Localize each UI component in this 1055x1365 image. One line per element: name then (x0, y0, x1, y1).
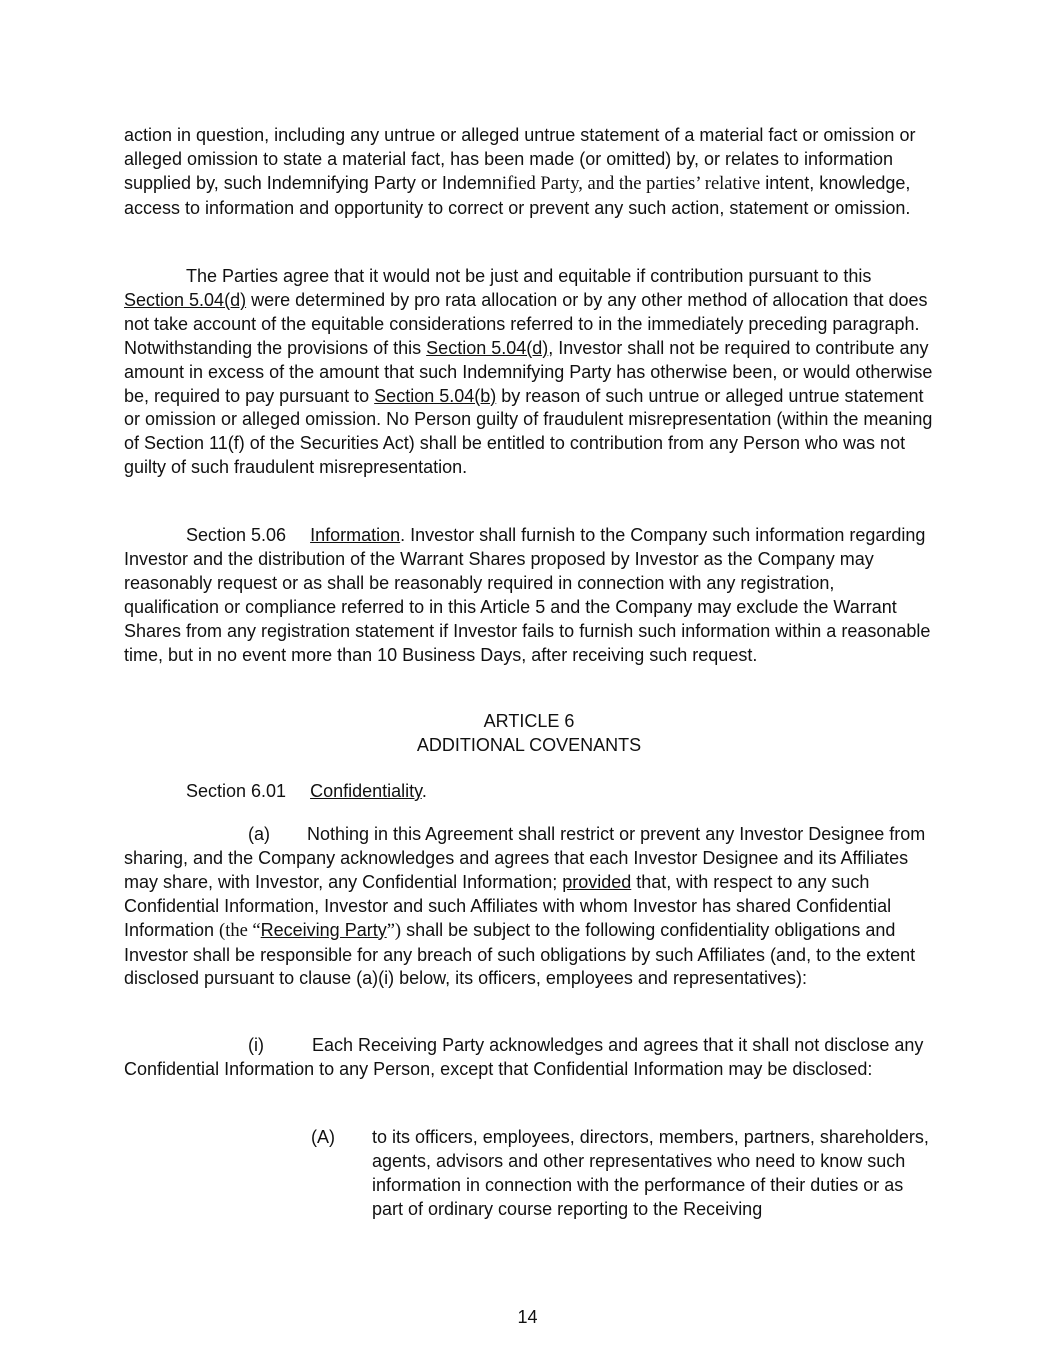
clause-a-paragraph (124, 823, 934, 991)
section-6-01-heading (124, 780, 934, 804)
section-title: Confidentiality (310, 781, 422, 801)
text-run: Nothing in this Agreement shall restrict or prevent any Investor Designee from sharing, and the Company acknowledges and agrees that each Investor Designee and its Affiliates may share, with Investor, any Confidential Information; (124, 824, 926, 892)
page-number: 14 (517, 1307, 538, 1327)
provided-term: provided (562, 871, 632, 892)
section-text: . Investor shall furnish to the Company such information regarding Investor and the distribution of the Warrant Shares proposed by Investor as the Company may reasonably request or as shall be reasonably required in connection with any registration, qualification or compliance referred to in this Article 5 and the Company may exclude the Warrant Shares from any registration statement if Investor fails to furnish such information within a reasonable time, but in no event more than 10 Business Days, after receiving such request. (124, 525, 931, 665)
article-number: ARTICLE 6 (483, 711, 575, 731)
section-5-06-information (124, 524, 934, 667)
article-heading (124, 710, 934, 758)
section-reference-5-04-d: Section 5.04(d) (426, 337, 549, 358)
clause-label: (i) (248, 1035, 264, 1055)
text-run: were determined by pro rata allocation or by any other method of allocation that does not take account of the equitable considerations referred to in the immediately preceding paragraph. Notwithstanding the provisions of this (124, 289, 928, 358)
text-run: Each Receiving Party acknowledges and agrees that it shall not disclose any Confidential Information to any Person, except that Confidential Information may be disclosed: (124, 1035, 924, 1079)
clause-i-paragraph (124, 1034, 934, 1082)
text-run: , Investor shall not be required to contribute any amount in excess of the amount that such Indemnifying Party has otherwise been, or would otherwise be, required to pay pursuant to (124, 337, 933, 406)
paragraph-pro-rata-allocation (124, 265, 934, 480)
article-title: ADDITIONAL COVENANTS (416, 734, 642, 755)
section-number: Section 6.01 (186, 781, 287, 801)
defined-term-receiving-party: Receiving Party (260, 919, 387, 940)
text-run: shall be subject to the following confidentiality obligations and Investor shall be responsible for any breach of such obligations by such Affiliates (and, to the extent disclosed pursuant to clause (a)(i) below, its officers, employees and representatives): (124, 919, 916, 989)
serif-text-run: (the “ (219, 920, 261, 941)
text-run: by reason of such untrue or alleged untrue statement or omission or alleged omission. No Person guilty of fraudulent misrepresentation (within the meaning of Section 11(f) of the Securities Act) shall be entitled to contribution from any Person who was not guilty of such fraudulent misrepresentation. (124, 385, 933, 478)
section-title: Information (310, 525, 401, 545)
clause-A-label: (A) (311, 1127, 335, 1147)
section-number: Section 5.06 (186, 525, 287, 545)
serif-text-run: ”) (386, 920, 402, 941)
section-reference-5-04-d: Section 5.04(d) (124, 289, 247, 310)
section-reference-5-04-b: Section 5.04(b) (374, 385, 497, 406)
text-run: that, with respect to any such Confidential Information, Investor and such Affiliates with whom Investor has shared Confidential Information (124, 871, 892, 940)
clause-A-text: to its officers, employees, directors, members, partners, shareholders, agents, advisors and other representatives who need to know such information in connection with the performance of their duties or as part of ordinary course reporting to the Receiving (372, 1127, 929, 1219)
text-run: . (421, 781, 427, 801)
paragraph-contribution-factors (124, 124, 934, 221)
text-run: action in question, including any untrue or alleged untrue statement of a material fact or omission or alleged omission to state a material fact, has been made (or omitted) by, or relates to information supplied by, such Indemnifying Party or Indemn (124, 125, 916, 193)
serif-text-run: ified Party, and the parties’ relative (501, 173, 761, 194)
text-run: intent, knowledge, access to information and opportunity to correct or prevent any such action, statement or omission. (124, 172, 911, 218)
text-run: The Parties agree that it would not be just and equitable if contribution pursuant to this (186, 266, 872, 286)
clause-label: (a) (248, 824, 270, 844)
